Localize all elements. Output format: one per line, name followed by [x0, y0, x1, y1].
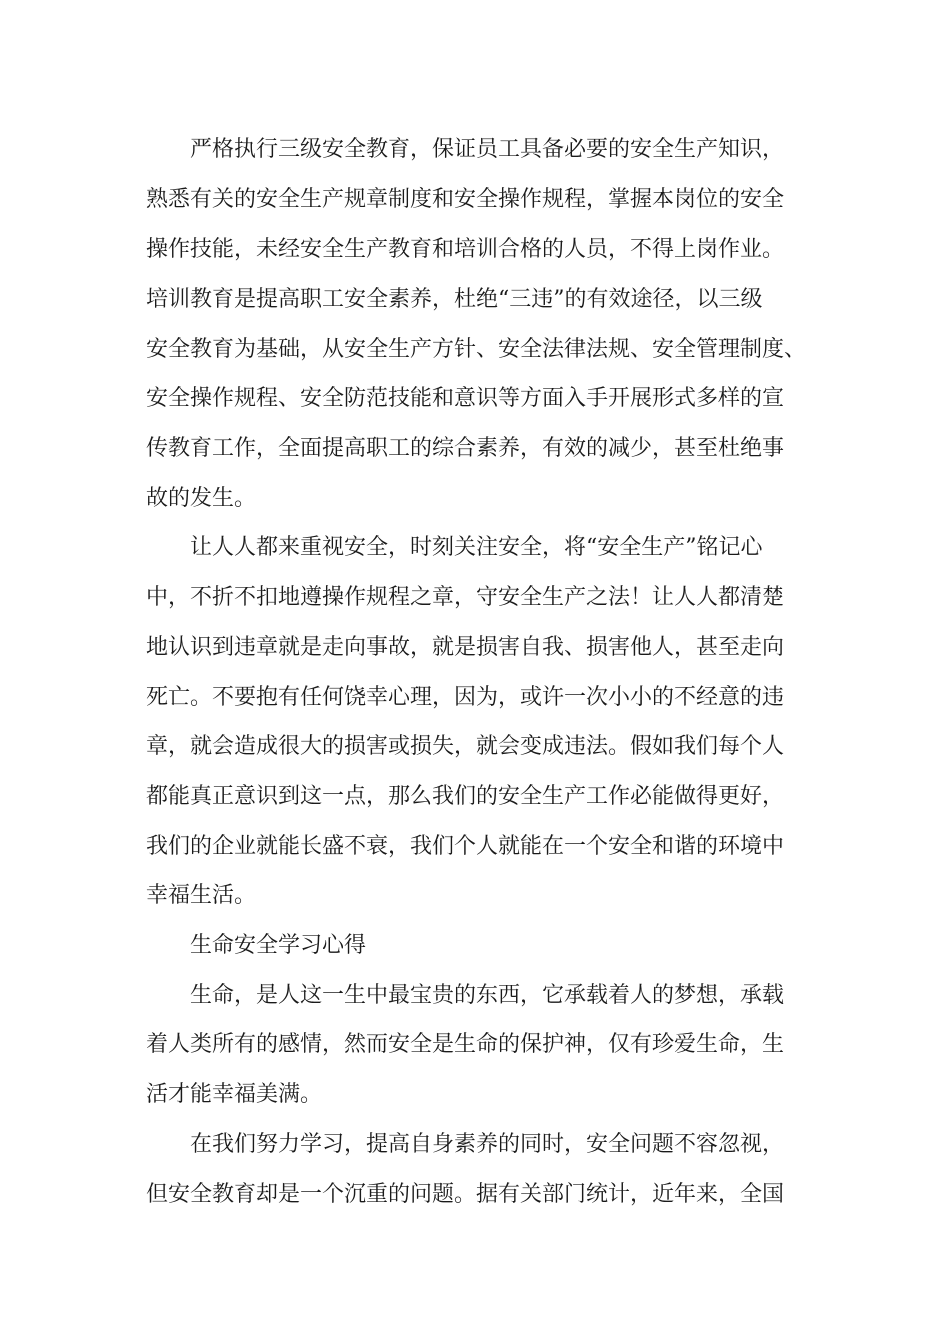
paragraph-2-line-6: 都能真正意识到这一点，那么我们的安全生产工作必能做得更好， [146, 784, 785, 809]
paragraph-1-line-8: 故的发生。 [146, 486, 257, 511]
paragraph-3-line-3: 活才能幸福美满。 [146, 1082, 323, 1107]
paragraph-1-line-6: 安全操作规程、安全防范技能和意识等方面入手开展形式多样的宣 [146, 386, 785, 411]
paragraph-2-line-1: 让人人都来重视安全，时刻关注安全，将“安全生产”铭记心 [190, 535, 763, 560]
paragraph-1-line-2: 熟悉有关的安全生产规章制度和安全操作规程，掌握本岗位的安全 [146, 187, 785, 212]
paragraph-4-line-1: 在我们努力学习，提高自身素养的同时，安全问题不容忽视， [190, 1132, 785, 1157]
paragraph-4-line-2: 但安全教育却是一个沉重的问题。据有关部门统计，近年来，全国 [146, 1182, 785, 1207]
paragraph-2-line-7: 我们的企业就能长盛不衰，我们个人就能在一个安全和谐的环境中 [146, 834, 785, 859]
paragraph-2-line-2: 中，不折不扣地遵操作规程之章，守安全生产之法！让人人都清楚 [146, 585, 785, 610]
paragraph-2-line-4: 死亡。不要抱有任何饶幸心理，因为，或许一次小小的不经意的违 [146, 685, 785, 710]
paragraph-3-line-1: 生命，是人这一生中最宝贵的东西，它承载着人的梦想，承载 [190, 983, 785, 1008]
paragraph-3-line-2: 着人类所有的感情，然而安全是生命的保护神，仅有珍爱生命，生 [146, 1032, 785, 1057]
paragraph-1-line-3: 操作技能，未经安全生产教育和培训合格的人员，不得上岗作业。 [146, 237, 785, 262]
paragraph-2-line-3: 地认识到违章就是走向事故，就是损害自我、损害他人，甚至走向 [146, 635, 785, 660]
paragraph-1-line-1: 严格执行三级安全教育，保证员工具备必要的安全生产知识， [190, 137, 785, 162]
paragraph-1-line-7: 传教育工作，全面提高职工的综合素养，有效的减少，甚至杜绝事 [146, 436, 785, 461]
paragraph-2-line-8: 幸福生活。 [146, 883, 257, 908]
section-heading: 生命安全学习心得 [190, 933, 367, 958]
paragraph-1-line-4: 培训教育是提高职工安全素养，杜绝“三违”的有效途径，以三级 [146, 287, 763, 312]
paragraph-1-line-5: 安全教育为基础，从安全生产方针、安全法律法规、安全管理制度、 [146, 337, 807, 362]
paragraph-2-line-5: 章，就会造成很大的损害或损失，就会变成违法。假如我们每个人 [146, 734, 785, 759]
